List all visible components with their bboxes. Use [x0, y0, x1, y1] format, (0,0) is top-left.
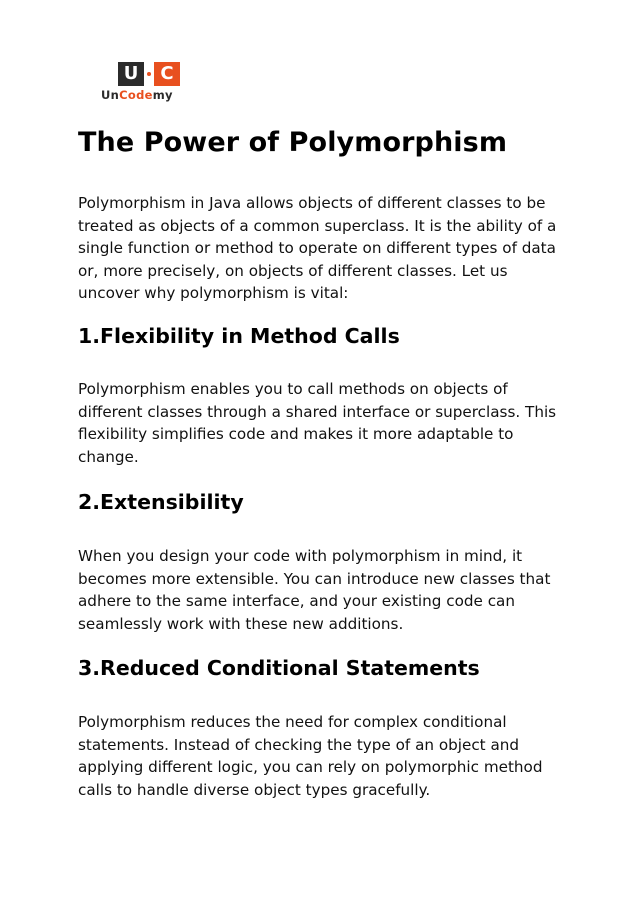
logo-word-part-1: Un	[101, 88, 120, 102]
section-paragraph-flexibility	[78, 378, 578, 468]
paragraph-line: single function or method to operate on different types of data	[78, 239, 556, 257]
section-heading-reduced-conditionals: 3.Reduced Conditional Statements	[78, 656, 480, 680]
paragraph-line: different classes through a shared interface or superclass. This	[78, 402, 557, 421]
page-title: The Power of Polymorphism	[78, 127, 508, 158]
logo-word-part-2: Code	[119, 88, 153, 102]
logo-letter-c: C	[154, 62, 180, 86]
paragraph-line: seamlessly work with these new additions.	[78, 614, 404, 633]
section-heading-extensibility: 2.Extensibility	[78, 490, 244, 514]
section-paragraph-extensibility	[78, 545, 578, 635]
paragraph-line: Polymorphism reduces the need for complex conditional	[78, 713, 507, 731]
paragraph-line: applying different logic, you can rely on polymorphic method	[78, 758, 543, 776]
paragraph-line: Polymorphism in Java allows objects of different classes to be	[78, 194, 546, 212]
logo-mark	[118, 62, 201, 86]
paragraph-line: change.	[78, 447, 139, 466]
logo-dot	[144, 62, 154, 86]
paragraph-line: When you design your code with polymorphism in mind, it	[78, 547, 523, 565]
paragraph-line: becomes more extensible. You can introduce new classes that	[78, 569, 551, 588]
paragraph-line: adhere to the same interface, and your existing code can	[78, 592, 515, 610]
paragraph-line: or, more precisely, on objects of different classes. Let us	[78, 261, 508, 280]
section-paragraph-reduced-conditionals	[78, 711, 578, 801]
paragraph-line: Polymorphism enables you to call methods on objects of	[78, 380, 508, 398]
paragraph-line: uncover why polymorphism is vital:	[78, 284, 349, 302]
paragraph-line: flexibility simplifies code and makes it more adaptable to	[78, 425, 514, 443]
section-heading-flexibility: 1.Flexibility in Method Calls	[78, 324, 400, 348]
intro-paragraph	[78, 192, 578, 305]
paragraph-line: treated as objects of a common superclass. It is the ability of a	[78, 216, 557, 235]
logo-letter-u: U	[118, 62, 144, 86]
uncodemy-logo	[101, 62, 201, 102]
logo-wordmark	[101, 88, 201, 102]
paragraph-line: statements. Instead of checking the type of an object and	[78, 735, 520, 754]
paragraph-line: calls to handle diverse object types gracefully.	[78, 780, 431, 799]
logo-word-part-3: my	[152, 88, 173, 102]
